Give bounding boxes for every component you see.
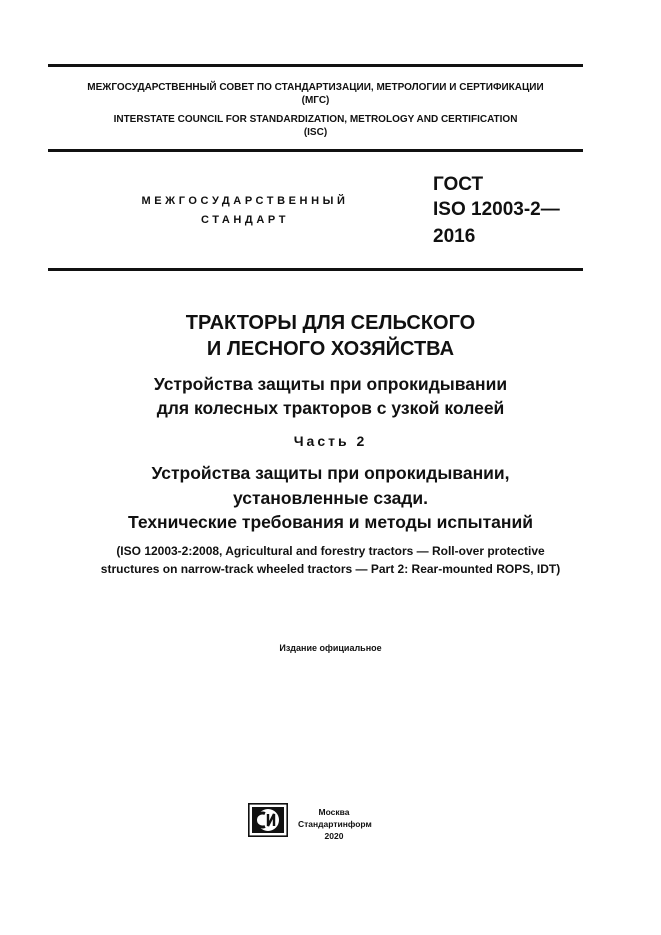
standard-type-line1: МЕЖГОСУДАРСТВЕННЫЙ bbox=[141, 195, 349, 207]
bottom-rule bbox=[48, 268, 583, 271]
council-abbr-ru: (МГС) bbox=[301, 95, 330, 106]
part-title-line2: установленные сзади. bbox=[232, 488, 429, 508]
publisher-year: 2020 bbox=[324, 831, 344, 841]
council-name-en-line1: INTERSTATE COUNCIL FOR STANDARDIZATION, METROLOGY AND CERTIFICATION bbox=[113, 114, 518, 125]
designation-line3: 2016 bbox=[433, 226, 476, 247]
top-rule bbox=[48, 64, 583, 67]
council-name-en bbox=[48, 113, 583, 139]
council-abbr-en: (ISC) bbox=[303, 127, 328, 138]
council-name-ru bbox=[48, 81, 583, 107]
subtitle-line2: для колесных тракторов с узкой колеей bbox=[156, 398, 505, 418]
council-name-ru-line1: МЕЖГОСУДАРСТВЕННЫЙ СОВЕТ ПО СТАНДАРТИЗАЦИИ, МЕТРОЛОГИИ И СЕРТИФИКАЦИИ bbox=[87, 82, 544, 93]
part-number: Часть 2 bbox=[293, 433, 368, 449]
title-line2: И ЛЕСНОГО ХОЗЯЙСТВА bbox=[206, 338, 455, 360]
edition-label: Издание официальное bbox=[279, 643, 382, 653]
title-line1: ТРАКТОРЫ ДЛЯ СЕЛЬСКОГО bbox=[185, 312, 476, 334]
subtitle-line1: Устройства защиты при опрокидывании bbox=[153, 374, 508, 394]
publisher-city: Москва bbox=[318, 807, 350, 817]
part-title-line1: Устройства защиты при опрокидывании, bbox=[151, 463, 510, 483]
designation-line1: ГОСТ bbox=[433, 174, 484, 195]
part-title-line3: Технические требования и методы испытаний bbox=[128, 512, 533, 532]
standard-type-line2: СТАНДАРТ bbox=[200, 214, 290, 226]
middle-rule bbox=[48, 149, 583, 152]
iso-reference-line2: structures on narrow-track wheeled tractors — Part 2: Rear-mounted ROPS, IDT) bbox=[100, 562, 561, 576]
iso-reference-line1: (ISO 12003-2:2008, Agricultural and forestry tractors — Roll-over protective bbox=[116, 544, 545, 558]
publisher-name: Стандартинформ bbox=[298, 819, 372, 829]
standartinform-logo-icon bbox=[248, 803, 288, 837]
designation-line2: ISO 12003-2— bbox=[433, 199, 560, 220]
